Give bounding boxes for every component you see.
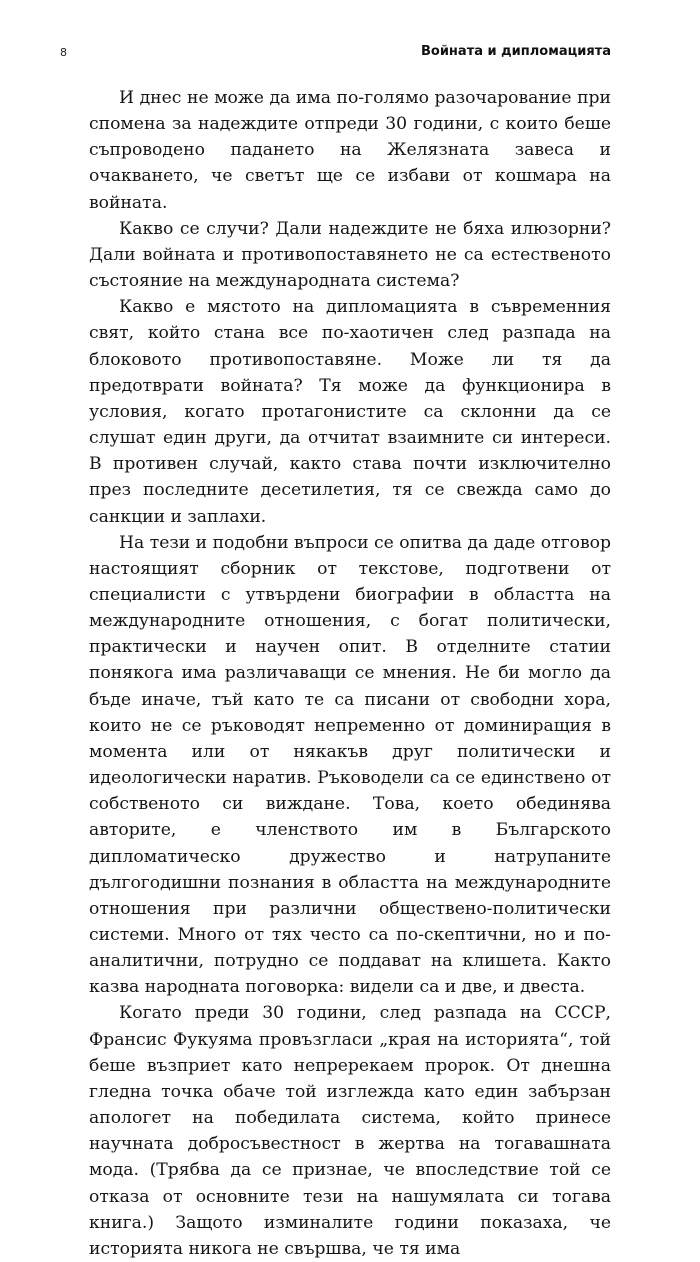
running-title: Войната и дипломацията [420,44,611,59]
page-number: 8 [60,46,67,59]
body-text [89,85,611,1262]
paragraph: Когато преди 30 години, след разпада на СССР, Франсис Фукуяма провъзгласи „края на историята“, той беше възприет като непререкаем пророк. От днешна гледна точка обаче той изглежда като един забързан апологет на победилата система, който принесе научната добросъвестност в жертва на тогавашната мода. (Трябва да се признае, че впоследствие той се отказа от основните тези на нашумялата си тогава книга.) Защото изминалите години показаха, че историята никога не свършва, че тя има [89,1003,611,1259]
paragraph: Какво е мястото на дипломацията в съвременния свят, който стана все по-хаотичен след разпада на блоковото противопоставяне. Може ли тя да предотврати войната? Тя може да функционира в условия, когато протагонистите са склонни да се слушат един други, да отчитат взаимните си интереси. В противен случай, както става почти изключително през последните десетилетия, тя се свежда само до санкции и заплахи. [89,297,611,527]
paragraph: На тези и подобни въпроси се опитва да даде отговор настоящият сборник от текстове, подготвени от специалисти с утвърдени биографии в областта на международните отношения, с богат политически, практически и научен опит. В отделните статии понякога има различаващи се мнения. Не би могло да бъде иначе, тъй като те са писани от свободни хора, които не се ръководят непременно от доминиращия в момента или от някакъв друг политически и идеологически наратив. Ръководели са се единствено от собственото си виждане. Това, което обединява авторите, е членството им в Българското дипломатическо дружество и натрупаните дългогодишни познания в областта на международните отношения при различни обществено-политически системи. Много от тях често са по-скептични, но и по-аналитични, потрудно се поддават на клишета. Както казва народната поговорка: видели са и две, и двеста. [89,532,612,998]
paragraph: Какво се случи? Дали надеждите не бяха илюзорни? Дали войната и противопоставянето не са естественото състояние на международната система? [89,218,611,292]
page-header [60,42,611,62]
paragraph: И днес не може да има по-голямо разочарование при спомена за надеждите отпреди 30 години, с които беше съпроводено падането на Желязната завеса и очакването, че светът ще се избави от кошмара на войната. [89,88,611,213]
